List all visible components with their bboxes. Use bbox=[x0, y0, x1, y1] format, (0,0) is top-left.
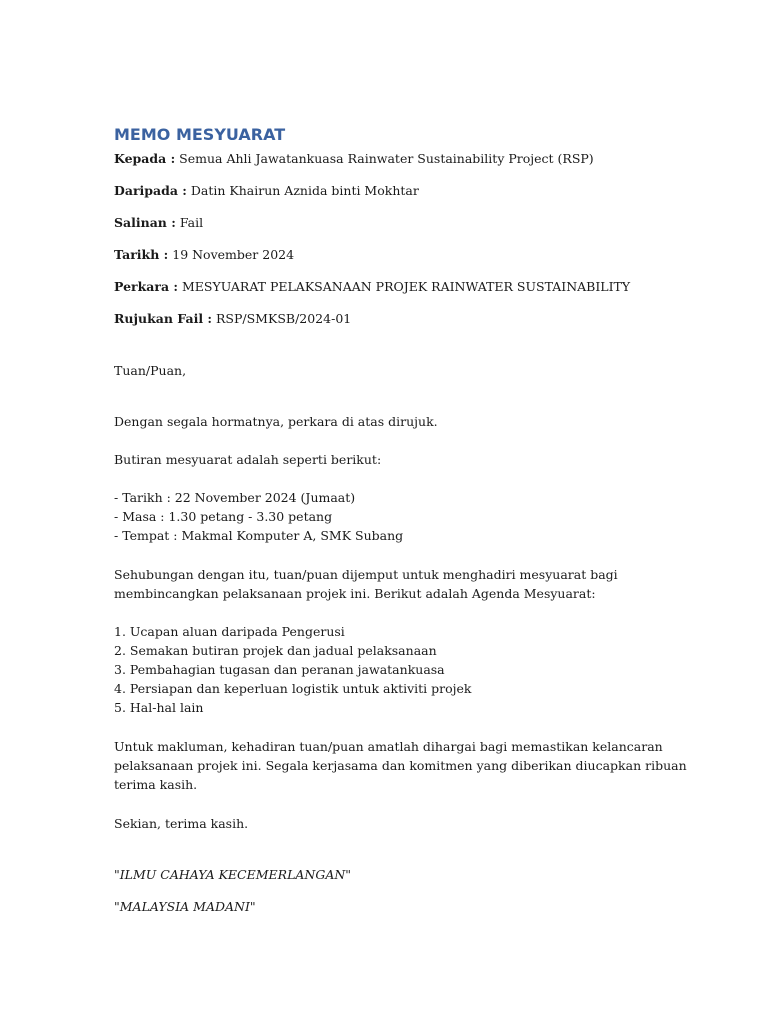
detail-date: - Tarikh : 22 November 2024 (Jumaat) bbox=[114, 490, 356, 505]
daripada-value: Datin Khairun Aznida binti Mokhtar bbox=[186, 183, 419, 198]
intro-paragraph: Dengan segala hormatnya, perkara di atas dirujuk. bbox=[114, 414, 438, 429]
agenda-item: 4. Persiapan dan keperluan logistik untuk aktiviti projek bbox=[114, 681, 472, 696]
agenda-item: 2. Semakan butiran projek dan jadual pelaksanaan bbox=[114, 643, 437, 658]
salinan-line bbox=[114, 213, 203, 232]
salinan-value: Fail bbox=[175, 215, 204, 230]
detail-venue: - Tempat : Makmal Komputer A, SMK Subang bbox=[114, 528, 404, 543]
closing-line-1: Untuk makluman, kehadiran tuan/puan amatlah dihargai bagi memastikan kelancaran bbox=[114, 739, 663, 754]
closing-line-3: terima kasih. bbox=[114, 777, 198, 792]
closing-line-2: pelaksanaan projek ini. Segala kerjasama dan komitmen yang diberikan diucapkan ribuan bbox=[114, 758, 687, 773]
rujukan-label: Rujukan Fail : bbox=[114, 311, 213, 326]
kepada-line bbox=[114, 149, 594, 168]
agenda-item: 3. Pembahagian tugasan dan peranan jawatankuasa bbox=[114, 662, 445, 677]
agenda-item: 1. Ucapan aluan daripada Pengerusi bbox=[114, 624, 345, 639]
daripada-line bbox=[114, 181, 419, 200]
salutation: Tuan/Puan, bbox=[114, 363, 187, 378]
daripada-label: Daripada : bbox=[114, 183, 187, 198]
perkara-label: Perkara : bbox=[114, 279, 179, 294]
meeting-details-list bbox=[114, 488, 403, 545]
memo-title: MEMO MESYUARAT bbox=[114, 125, 286, 144]
tarikh-label: Tarikh : bbox=[114, 247, 169, 262]
motto-ilmu: "ILMU CAHAYA KECEMERLANGAN" bbox=[114, 867, 352, 882]
kepada-value: Semua Ahli Jawatankuasa Rainwater Sustainability Project (RSP) bbox=[175, 151, 594, 166]
signoff: Sekian, terima kasih. bbox=[114, 816, 249, 831]
kepada-label: Kepada : bbox=[114, 151, 176, 166]
perkara-line bbox=[114, 277, 630, 296]
invitation-line-1: Sehubungan dengan itu, tuan/puan dijemput untuk menghadiri mesyuarat bagi bbox=[114, 567, 618, 582]
tarikh-value: 19 November 2024 bbox=[168, 247, 295, 262]
rujukan-value: RSP/SMKSB/2024-01 bbox=[212, 311, 352, 326]
salinan-label: Salinan : bbox=[114, 215, 176, 230]
agenda-list bbox=[114, 622, 472, 717]
perkara-value: MESYUARAT PELAKSANAAN PROJEK RAINWATER SUSTAINABILITY bbox=[178, 279, 631, 294]
detail-time: - Masa : 1.30 petang - 3.30 petang bbox=[114, 509, 333, 524]
agenda-item: 5. Hal-hal lain bbox=[114, 700, 204, 715]
tarikh-line bbox=[114, 245, 294, 264]
rujukan-line bbox=[114, 309, 351, 328]
details-intro: Butiran mesyuarat adalah seperti berikut: bbox=[114, 452, 382, 467]
invitation-line-2: membincangkan pelaksanaan projek ini. Berikut adalah Agenda Mesyuarat: bbox=[114, 586, 596, 601]
motto-madani: "MALAYSIA MADANI" bbox=[114, 899, 256, 914]
